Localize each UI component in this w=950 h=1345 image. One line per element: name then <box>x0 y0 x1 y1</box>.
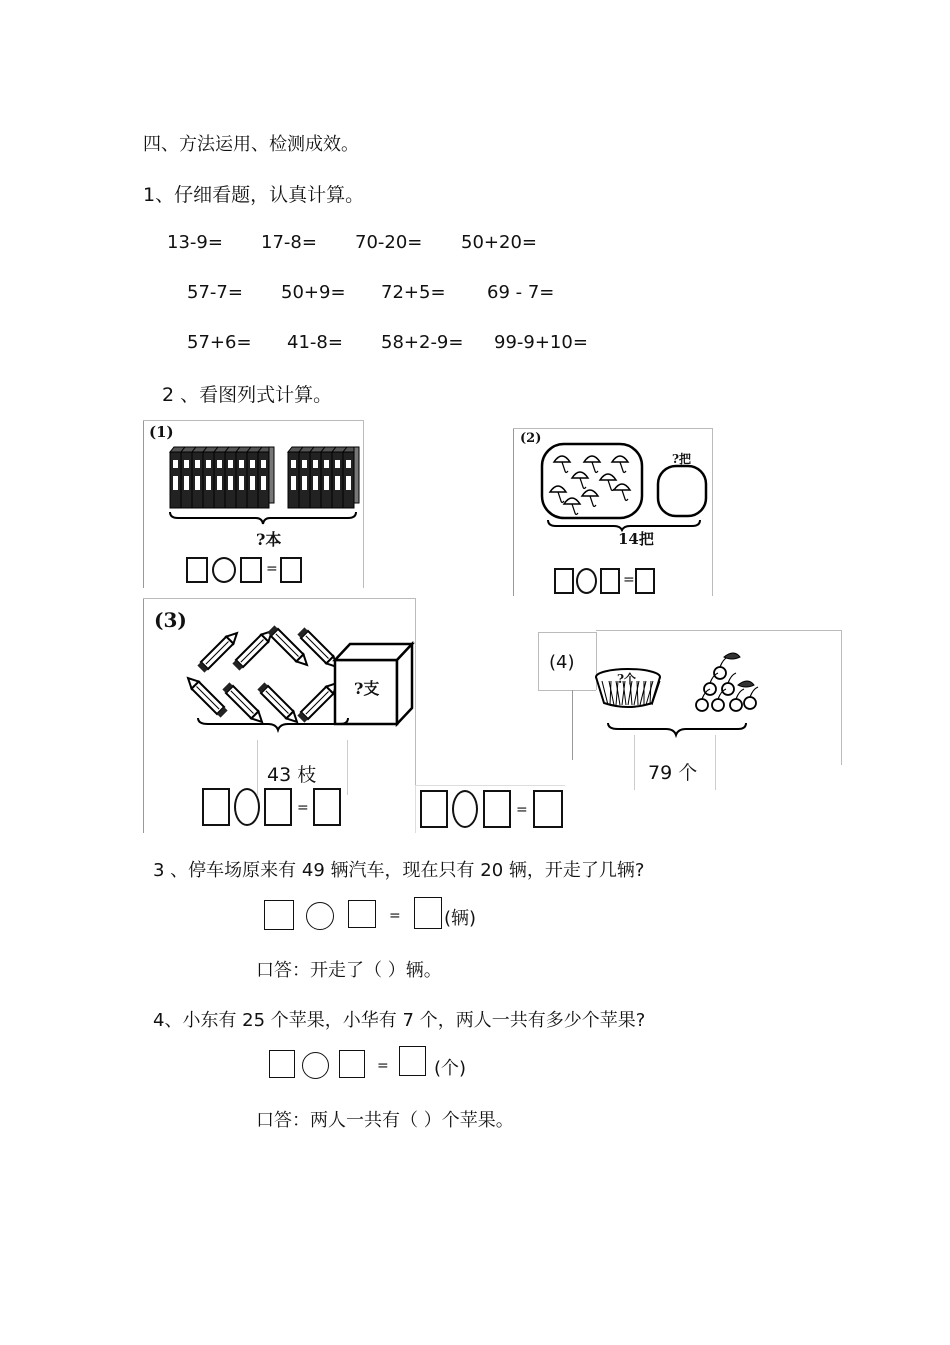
section-title: 四、方法运用、检测成效。 <box>143 134 359 155</box>
answer-box[interactable] <box>414 897 442 929</box>
q1-expr: 57+6= <box>187 332 252 353</box>
answer-box[interactable] <box>399 1046 426 1076</box>
q1-expr: 50+9= <box>281 282 346 303</box>
picture-4-label: (4) <box>549 652 575 673</box>
books-illustration <box>168 446 358 522</box>
q1-expr: 57-7= <box>187 282 243 303</box>
answer-box[interactable] <box>202 788 230 826</box>
cherry-icon <box>744 697 756 709</box>
picture-1-label: (1) <box>149 423 174 441</box>
cherry-icon <box>712 699 724 711</box>
q3-question: 3 、停车场原来有 49 辆汽车，现在只有 20 辆，开走了几辆? <box>153 860 645 881</box>
umbrella-icon <box>582 490 598 496</box>
equals-sign: = <box>516 802 528 818</box>
umbrella-icon <box>564 498 580 504</box>
cherry-icon <box>714 667 726 679</box>
pencil-icon <box>197 629 240 672</box>
q1-expr: 17-8= <box>261 232 317 253</box>
umbrella-icon <box>550 486 566 492</box>
picture-2-unknown: ?把 <box>672 452 692 466</box>
operator-circle[interactable] <box>452 790 478 828</box>
q1-expr: 41-8= <box>287 332 343 353</box>
umbrella-icon <box>584 456 600 462</box>
answer-box[interactable] <box>240 557 262 583</box>
q3-answer: 口答：开走了（ ）辆。 <box>256 960 442 981</box>
umbrella-icon <box>600 474 616 480</box>
answer-box[interactable] <box>554 568 574 594</box>
cherry-icon <box>730 699 742 711</box>
answer-box[interactable] <box>186 557 208 583</box>
q1-title: 1、仔细看题，认真计算。 <box>143 184 365 206</box>
pencil-icon <box>184 674 227 717</box>
cherry-icon <box>722 683 734 695</box>
answer-box[interactable] <box>264 788 292 826</box>
q1-expr: 58+2-9= <box>381 332 464 353</box>
q1-expr: 13-9= <box>167 232 223 253</box>
q1-expr: 72+5= <box>381 282 446 303</box>
answer-box[interactable] <box>269 1050 295 1078</box>
picture-2-label: (2) <box>520 431 542 446</box>
umbrella-icon <box>614 484 630 490</box>
umbrella-icon <box>572 472 588 478</box>
answer-box[interactable] <box>420 790 448 828</box>
brace-icon <box>198 718 348 730</box>
answer-box[interactable] <box>339 1050 365 1078</box>
leaf-icon <box>724 653 740 659</box>
brace-icon <box>608 723 746 735</box>
group-outline <box>542 444 642 518</box>
pencil-icon <box>257 682 300 725</box>
q4-unit: (个) <box>434 1058 467 1079</box>
umbrella-icon <box>554 456 570 462</box>
q4-question: 4、小东有 25 个苹果，小华有 7 个，两人一共有多少个苹果? <box>153 1010 646 1031</box>
q1-expr: 70-20= <box>355 232 423 253</box>
q2-title: 2 、看图列式计算。 <box>162 384 333 406</box>
answer-box[interactable] <box>533 790 563 828</box>
basket-cherries-illustration <box>590 645 765 745</box>
answer-box[interactable] <box>483 790 511 828</box>
equals-sign: = <box>377 1058 389 1074</box>
equals-sign: = <box>389 908 401 924</box>
operator-circle[interactable] <box>576 568 597 594</box>
q3-unit: (辆) <box>444 908 477 929</box>
equals-sign: = <box>297 800 309 816</box>
pencils-illustration <box>180 620 415 735</box>
answer-box[interactable] <box>280 557 302 583</box>
operator-circle[interactable] <box>306 902 334 930</box>
picture-4-caption: 79 个 <box>648 762 698 784</box>
picture-3-box-text: ?支 <box>354 679 380 698</box>
picture-4-basket-text: ?个 <box>617 672 637 686</box>
cherry-icon <box>696 699 708 711</box>
picture-2-caption: 14把 <box>618 530 654 548</box>
operator-circle[interactable] <box>212 557 236 583</box>
answer-box[interactable] <box>635 568 655 594</box>
picture-3-caption: 43 枝 <box>267 764 317 786</box>
picture-1-caption: ?本 <box>256 530 282 549</box>
leaf-icon <box>738 681 754 687</box>
answer-box[interactable] <box>600 568 620 594</box>
answer-box[interactable] <box>348 900 376 928</box>
q1-expr: 99-9+10= <box>494 332 588 353</box>
picture-3-label: (3) <box>154 608 187 632</box>
q1-expr: 69 - 7= <box>487 282 555 303</box>
equals-sign: = <box>266 561 278 577</box>
operator-circle[interactable] <box>302 1052 329 1079</box>
umbrella-icon <box>612 456 628 462</box>
answer-box[interactable] <box>264 900 294 930</box>
q1-expr: 50+20= <box>461 232 537 253</box>
operator-circle[interactable] <box>234 788 260 826</box>
unknown-outline <box>658 466 706 516</box>
q4-answer: 口答：两人一共有（ ）个苹果。 <box>256 1110 514 1131</box>
equals-sign: = <box>623 572 635 588</box>
answer-box[interactable] <box>313 788 341 826</box>
